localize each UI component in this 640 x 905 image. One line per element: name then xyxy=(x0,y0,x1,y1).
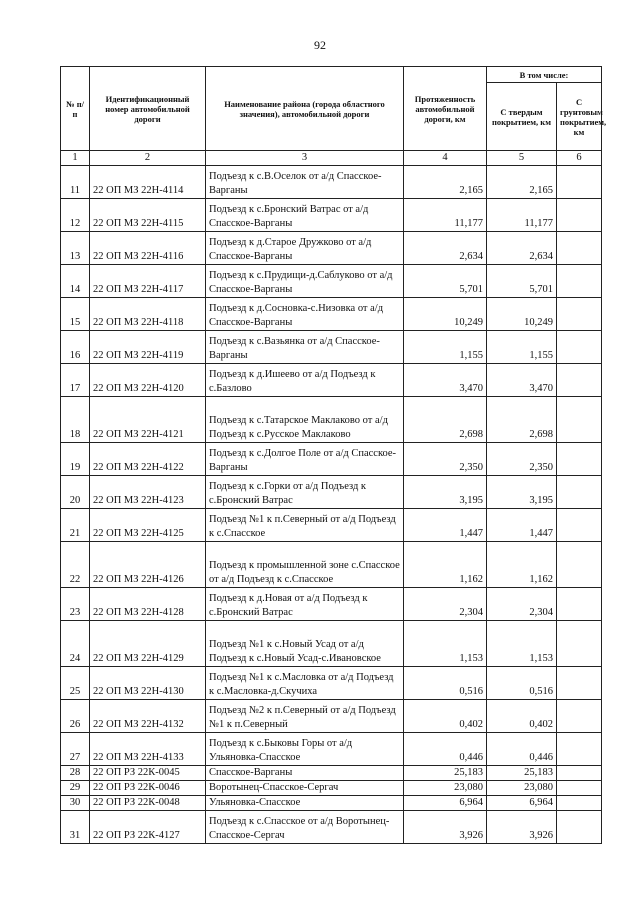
row-number: 26 xyxy=(61,700,90,733)
length-cell: 0,446 xyxy=(404,733,487,766)
hard-surface-cell: 2,634 xyxy=(487,232,557,265)
dirt-surface-cell xyxy=(557,733,602,766)
road-id-cell: 22 ОП МЗ 22Н-4125 xyxy=(90,509,206,542)
hard-surface-cell: 3,470 xyxy=(487,364,557,397)
dirt-surface-cell xyxy=(557,232,602,265)
length-cell: 2,350 xyxy=(404,443,487,476)
column-number: 5 xyxy=(487,151,557,166)
table-row xyxy=(61,265,602,298)
road-name-cell: Подъезд к с.Татарское Маклаково от а/д Подъезд к с.Русское Маклаково xyxy=(206,397,404,443)
road-id-cell: 22 ОП МЗ 22Н-4117 xyxy=(90,265,206,298)
dirt-surface-cell xyxy=(557,588,602,621)
row-number: 31 xyxy=(61,811,90,844)
row-number: 13 xyxy=(61,232,90,265)
table-row xyxy=(61,476,602,509)
road-id-cell: 22 ОП МЗ 22Н-4115 xyxy=(90,199,206,232)
hard-surface-cell: 6,964 xyxy=(487,796,557,811)
road-name-cell: Подъезд к с.В.Оселок от а/д Спасское-Варганы xyxy=(206,166,404,199)
row-number: 24 xyxy=(61,621,90,667)
hard-surface-cell: 2,304 xyxy=(487,588,557,621)
dirt-surface-cell xyxy=(557,621,602,667)
road-name-cell: Подъезд №1 к с.Новый Усад от а/д Подъезд к с.Новый Усад-с.Ивановское xyxy=(206,621,404,667)
length-cell: 3,470 xyxy=(404,364,487,397)
table-row xyxy=(61,232,602,265)
road-id-cell: 22 ОП МЗ 22Н-4120 xyxy=(90,364,206,397)
hard-surface-cell: 2,165 xyxy=(487,166,557,199)
dirt-surface-cell xyxy=(557,443,602,476)
column-number: 4 xyxy=(404,151,487,166)
row-number: 14 xyxy=(61,265,90,298)
road-id-cell: 22 ОП МЗ 22Н-4114 xyxy=(90,166,206,199)
table-row xyxy=(61,811,602,844)
hard-surface-cell: 25,183 xyxy=(487,766,557,781)
length-cell: 2,634 xyxy=(404,232,487,265)
length-cell: 6,964 xyxy=(404,796,487,811)
road-id-cell: 22 ОП МЗ 22Н-4132 xyxy=(90,700,206,733)
length-cell: 1,162 xyxy=(404,542,487,588)
road-name-cell: Воротынец-Спасское-Сергач xyxy=(206,781,404,796)
hard-surface-cell: 0,446 xyxy=(487,733,557,766)
row-number: 11 xyxy=(61,166,90,199)
table-row xyxy=(61,509,602,542)
header-number: № п/п xyxy=(61,67,90,151)
length-cell: 0,516 xyxy=(404,667,487,700)
header-road-id: Идентификационный номер автомобильной дороги xyxy=(90,67,206,151)
table-row xyxy=(61,796,602,811)
length-cell: 2,698 xyxy=(404,397,487,443)
row-number: 25 xyxy=(61,667,90,700)
length-cell: 5,701 xyxy=(404,265,487,298)
roads-table xyxy=(60,66,607,844)
road-name-cell: Подъезд к с.Быковы Горы от а/д Ульяновка-Спасское xyxy=(206,733,404,766)
row-number: 22 xyxy=(61,542,90,588)
hard-surface-cell: 1,447 xyxy=(487,509,557,542)
road-name-cell: Подъезд к д.Новая от а/д Подъезд к с.Бронский Ватрас xyxy=(206,588,404,621)
road-name-cell: Спасское-Варганы xyxy=(206,766,404,781)
length-cell: 0,402 xyxy=(404,700,487,733)
row-number: 27 xyxy=(61,733,90,766)
dirt-surface-cell xyxy=(557,476,602,509)
header-dirt-surface: С грунтовым покрытием, км xyxy=(557,83,602,151)
table-row xyxy=(61,667,602,700)
row-number: 23 xyxy=(61,588,90,621)
road-name-cell: Ульяновка-Спасское xyxy=(206,796,404,811)
table-row xyxy=(61,199,602,232)
dirt-surface-cell xyxy=(557,700,602,733)
table-body xyxy=(61,151,602,844)
table-row xyxy=(61,331,602,364)
road-id-cell: 22 ОП МЗ 22Н-4130 xyxy=(90,667,206,700)
road-name-cell: Подъезд к промышленной зоне с.Спасское от а/д Подъезд к с.Спасское xyxy=(206,542,404,588)
road-name-cell: Подъезд к д.Ишеево от а/д Подъезд к с.Базлово xyxy=(206,364,404,397)
table-row xyxy=(61,781,602,796)
table-row xyxy=(61,542,602,588)
header-hard-surface: С твердым покрытием, км xyxy=(487,83,557,151)
dirt-surface-cell xyxy=(557,781,602,796)
road-name-cell: Подъезд к с.Горки от а/д Подъезд к с.Бронский Ватрас xyxy=(206,476,404,509)
table-row xyxy=(61,364,602,397)
hard-surface-cell: 1,162 xyxy=(487,542,557,588)
page-number: 92 xyxy=(314,38,326,52)
road-id-cell: 22 ОП РЗ 22К-0048 xyxy=(90,796,206,811)
road-id-cell: 22 ОП МЗ 22Н-4122 xyxy=(90,443,206,476)
column-numbers-row xyxy=(61,151,602,166)
hard-surface-cell: 23,080 xyxy=(487,781,557,796)
road-name-cell: Подъезд к с.Спасское от а/д Воротынец-Спасское-Сергач xyxy=(206,811,404,844)
road-id-cell: 22 ОП МЗ 22Н-4129 xyxy=(90,621,206,667)
row-number: 29 xyxy=(61,781,90,796)
column-number: 3 xyxy=(206,151,404,166)
row-number: 30 xyxy=(61,796,90,811)
length-cell: 11,177 xyxy=(404,199,487,232)
road-id-cell: 22 ОП МЗ 22Н-4128 xyxy=(90,588,206,621)
row-number: 16 xyxy=(61,331,90,364)
table-row xyxy=(61,298,602,331)
header-road-name: Наименование района (города областного значения), автомобильной дороги xyxy=(206,67,404,151)
dirt-surface-cell xyxy=(557,298,602,331)
table-row xyxy=(61,766,602,781)
dirt-surface-cell xyxy=(557,542,602,588)
road-id-cell: 22 ОП РЗ 22К-0045 xyxy=(90,766,206,781)
hard-surface-cell: 0,516 xyxy=(487,667,557,700)
road-name-cell: Подъезд к с.Прудищи-д.Саблуково от а/д Спасское-Варганы xyxy=(206,265,404,298)
hard-surface-cell: 0,402 xyxy=(487,700,557,733)
road-id-cell: 22 ОП РЗ 22К-4127 xyxy=(90,811,206,844)
length-cell: 2,165 xyxy=(404,166,487,199)
row-number: 28 xyxy=(61,766,90,781)
hard-surface-cell: 3,926 xyxy=(487,811,557,844)
table-row xyxy=(61,700,602,733)
length-cell: 1,447 xyxy=(404,509,487,542)
dirt-surface-cell xyxy=(557,166,602,199)
road-name-cell: Подъезд к с.Вазьянка от а/д Спасское-Варганы xyxy=(206,331,404,364)
hard-surface-cell: 5,701 xyxy=(487,265,557,298)
length-cell: 25,183 xyxy=(404,766,487,781)
row-number: 12 xyxy=(61,199,90,232)
hard-surface-cell: 11,177 xyxy=(487,199,557,232)
road-name-cell: Подъезд к с.Долгое Поле от а/д Спасское-Варганы xyxy=(206,443,404,476)
road-name-cell: Подъезд №2 к п.Северный от а/д Подъезд №1 к п.Северный xyxy=(206,700,404,733)
hard-surface-cell: 1,153 xyxy=(487,621,557,667)
dirt-surface-cell xyxy=(557,364,602,397)
table-row xyxy=(61,621,602,667)
hard-surface-cell: 3,195 xyxy=(487,476,557,509)
header-length: Протяженность автомобильной дороги, км xyxy=(404,67,487,151)
row-number: 20 xyxy=(61,476,90,509)
dirt-surface-cell xyxy=(557,199,602,232)
column-number: 1 xyxy=(61,151,90,166)
length-cell: 2,304 xyxy=(404,588,487,621)
length-cell: 3,926 xyxy=(404,811,487,844)
road-id-cell: 22 ОП РЗ 22К-0046 xyxy=(90,781,206,796)
dirt-surface-cell xyxy=(557,265,602,298)
row-number: 19 xyxy=(61,443,90,476)
table-row xyxy=(61,443,602,476)
dirt-surface-cell xyxy=(557,331,602,364)
row-number: 18 xyxy=(61,397,90,443)
dirt-surface-cell xyxy=(557,509,602,542)
column-number: 2 xyxy=(90,151,206,166)
road-name-cell: Подъезд №1 к п.Северный от а/д Подъезд к с.Спасское xyxy=(206,509,404,542)
road-id-cell: 22 ОП МЗ 22Н-4119 xyxy=(90,331,206,364)
hard-surface-cell: 2,350 xyxy=(487,443,557,476)
dirt-surface-cell xyxy=(557,667,602,700)
dirt-surface-cell xyxy=(557,811,602,844)
road-name-cell: Подъезд к с.Бронский Ватрас от а/д Спасское-Варганы xyxy=(206,199,404,232)
road-id-cell: 22 ОП МЗ 22Н-4116 xyxy=(90,232,206,265)
road-id-cell: 22 ОП МЗ 22Н-4121 xyxy=(90,397,206,443)
header-including: В том числе: xyxy=(487,67,602,83)
dirt-surface-cell xyxy=(557,397,602,443)
row-number: 21 xyxy=(61,509,90,542)
road-name-cell: Подъезд к д.Сосновка-с.Низовка от а/д Спасское-Варганы xyxy=(206,298,404,331)
road-id-cell: 22 ОП МЗ 22Н-4123 xyxy=(90,476,206,509)
road-name-cell: Подъезд к д.Старое Дружково от а/д Спасское-Варганы xyxy=(206,232,404,265)
table-row xyxy=(61,733,602,766)
hard-surface-cell: 1,155 xyxy=(487,331,557,364)
length-cell: 10,249 xyxy=(404,298,487,331)
table-row xyxy=(61,166,602,199)
dirt-surface-cell xyxy=(557,796,602,811)
table-row xyxy=(61,397,602,443)
road-id-cell: 22 ОП МЗ 22Н-4126 xyxy=(90,542,206,588)
hard-surface-cell: 2,698 xyxy=(487,397,557,443)
row-number: 17 xyxy=(61,364,90,397)
length-cell: 1,153 xyxy=(404,621,487,667)
table-row xyxy=(61,588,602,621)
row-number: 15 xyxy=(61,298,90,331)
road-id-cell: 22 ОП МЗ 22Н-4133 xyxy=(90,733,206,766)
length-cell: 1,155 xyxy=(404,331,487,364)
road-name-cell: Подъезд №1 к с.Масловка от а/д Подъезд к с.Масловка-д.Скучиха xyxy=(206,667,404,700)
hard-surface-cell: 10,249 xyxy=(487,298,557,331)
length-cell: 3,195 xyxy=(404,476,487,509)
column-number: 6 xyxy=(557,151,602,166)
length-cell: 23,080 xyxy=(404,781,487,796)
dirt-surface-cell xyxy=(557,766,602,781)
road-id-cell: 22 ОП МЗ 22Н-4118 xyxy=(90,298,206,331)
